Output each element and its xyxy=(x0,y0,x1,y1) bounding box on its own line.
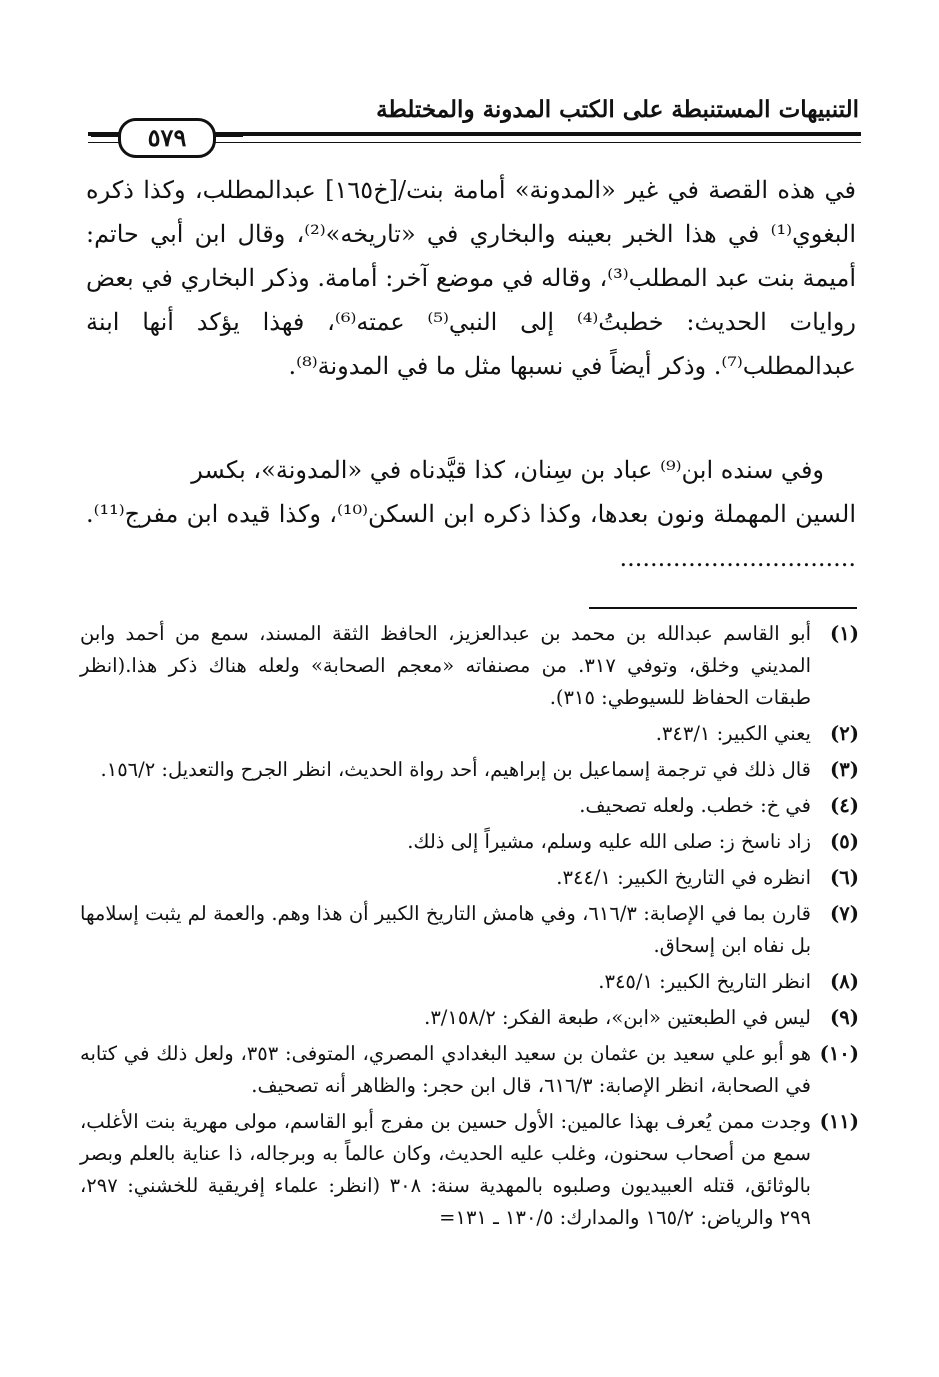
footnote-item xyxy=(80,790,859,822)
footnote-number: (١١) xyxy=(819,1110,859,1133)
footnote-number: (٧) xyxy=(830,902,859,925)
footnote-text: هو أبو علي سعيد بن عثمان بن سعيد البغدادي المصري، المتوفى: ٣٥٣، ولعل ذلك في كتابه في الصحابة، انظر الإصابة: ٦١٦/٣، قال ابن حجر: والظاهر أنه تصحيف. xyxy=(80,1042,812,1097)
continuation-dots: ............................... xyxy=(619,544,856,572)
footnote-number: (٤) xyxy=(830,794,859,817)
footnote-number: (٦) xyxy=(830,866,859,889)
main-paragraph-2-rest: السين المهملة ونون بعدها، وكذا ذكره ابن السكن⁽¹⁰⁾، وكذا قيده ابن مفرج⁽¹¹⁾. xyxy=(86,500,856,528)
footnote-item xyxy=(80,718,859,750)
footnote-text: قال ذلك في ترجمة إسماعيل بن إبراهيم، أحد رواة الحديث، انظر الجرح والتعديل: ١٥٦/٢. xyxy=(100,758,811,781)
footnote-number: (١٠) xyxy=(819,1042,859,1065)
footnote-number: (٣) xyxy=(830,758,859,781)
footnote-number: (٥) xyxy=(830,830,859,853)
footnote-item xyxy=(80,1038,859,1102)
footnote-text: في خ: خطب. ولعله تصحيف. xyxy=(579,794,811,817)
footnote-item xyxy=(80,1002,859,1034)
footnote-text: انظر التاريخ الكبير: ٣٤٥/١. xyxy=(598,970,811,993)
footnote-text: ليس في الطبعتين «ابن»، طبعة الفكر: ٣/١٥٨/٢. xyxy=(424,1006,811,1029)
footnote-text: أبو القاسم عبدالله بن محمد بن عبدالعزيز، الحافظ الثقة المسند، سمع من أحمد وابن المديني وخلق، وتوفي ٣١٧. من مصنفاته «معجم الصحابة» ولعله هناك ذكر هذا.(انظر طبقات الحفاظ للسيوطي: ٣١٥). xyxy=(80,622,811,709)
footnote-item xyxy=(80,898,859,962)
footnote-text: زاد ناسخ ز: صلى الله عليه وسلم، مشيراً إلى ذلك. xyxy=(407,830,811,853)
footnote-text: قارن بما في الإصابة: ٦١٦/٣، وفي هامش التاريخ الكبير أن هذا وهم. والعمة لم يثبت إسلامها بل نفاه ابن إسحاق. xyxy=(80,902,811,957)
main-paragraph-1: في هذه القصة في غير «المدونة» أمامة بنت/[خ١٦٥] عبدالمطلب، وكذا ذكره البغوي⁽¹⁾ في هذا الخبر بعينه والبخاري في «تاريخه»⁽²⁾، وقال ابن أبي حاتم: أميمة بنت عبد المطلب⁽³⁾، وقاله في موضع آخر: أمامة. وذكر البخاري في بعض روايات الحديث: خطبتُ⁽⁴⁾ إلى النبي⁽⁵⁾ عمته⁽⁶⁾، فهذا يؤكد أنها ابنة عبدالمطلب⁽⁷⁾. وذكر أيضاً في نسبها مثل ما في المدونة⁽⁸⁾. xyxy=(86,176,857,380)
footnote-number: (٨) xyxy=(830,970,859,993)
footnote-item xyxy=(80,862,859,894)
footnote-number: (٩) xyxy=(830,1006,859,1029)
main-paragraph-2 xyxy=(86,448,856,580)
main-paragraph-2-first-line: وفي سنده ابن⁽⁹⁾ عباد بن سِنان، كذا قيَّدناه في «المدونة»، بكسر xyxy=(191,456,824,484)
running-title: التنبيهات المستنبطة على الكتب المدونة والمختلطة xyxy=(376,96,859,123)
footnote-text: يعني الكبير: ٣٤٣/١. xyxy=(655,722,811,745)
footnote-number: (١) xyxy=(830,622,859,645)
page-number: ٥٧٩ xyxy=(118,118,216,158)
footnotes xyxy=(80,618,859,1238)
footnote-separator xyxy=(589,607,857,609)
footnote-item xyxy=(80,966,859,998)
footnote-item xyxy=(80,1106,859,1234)
footnote-text: انظره في التاريخ الكبير: ٣٤٤/١. xyxy=(556,866,811,889)
footnote-item xyxy=(80,754,859,786)
footnote-number: (٢) xyxy=(830,722,859,745)
footnote-text: وجدت ممن يُعرف بهذا عالمين: الأول حسين بن مفرج أبو القاسم، مولى مهرية بنت الأغلب، سمع من أصحاب سحنون، وغلب عليه الحديث، وكان عالماً به وبرجاله، ذا عناية بالعلم وبصر بالوثائق، قتله العبيديون وصلبوه بالمهدية سنة: ٣٠٨ (انظر: علماء إفريقية للخشني: ٢٩٧، ٢٩٩ والرياض: ١٦٥/٢ والمدارك: ١٣٠/٥ ـ ١٣١= xyxy=(80,1110,811,1229)
footnote-item xyxy=(80,826,859,858)
footnote-item xyxy=(80,618,859,714)
